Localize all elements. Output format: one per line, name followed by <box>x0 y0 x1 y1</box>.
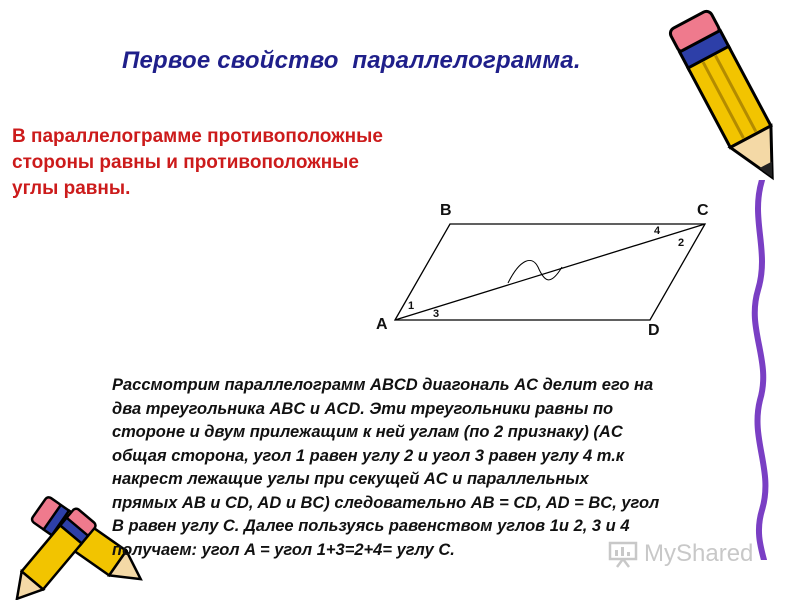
proof-line: прямых AB и CD, AD и BC) следовательно AB = CD, AD = BC, угол <box>112 493 660 512</box>
angle-label-3: 3 <box>433 308 440 320</box>
presentation-board-icon <box>608 540 638 568</box>
proof-line: стороне и двум прилежащим к ней углам (по 2 признаку) (AC <box>112 423 623 441</box>
angle-label-2: 2 <box>678 237 685 249</box>
parallelogram-diagram <box>360 195 730 345</box>
angle-label-1: 1 <box>408 300 415 312</box>
vertex-label-a: A <box>376 316 388 333</box>
vertex-label-c: C <box>697 202 709 219</box>
equal-triangles-mark <box>508 260 562 283</box>
pencil-icon <box>0 505 120 600</box>
vertex-label-d: D <box>648 322 660 339</box>
proof-line: два треугольника ABC и ACD. Эти треугольники равны по <box>112 399 614 418</box>
vertex-label-b: B <box>440 202 452 219</box>
proof-line: общая сторона, угол 1 равен углу 2 и угол 3 равен углу 4 т.к <box>112 446 625 465</box>
proof-line: получаем: угол A = угол 1+3=2+4= углу C. <box>112 540 455 559</box>
proof-line: накрест лежащие углы при секущей AC и параллельных <box>112 470 589 488</box>
proof-text <box>112 374 782 562</box>
statement-line: стороны равны и противоположные <box>12 152 359 173</box>
watermark <box>608 539 753 569</box>
statement-line: В параллелограмме противоположные <box>12 126 383 147</box>
slide-title: Первое свойство параллелограмма. <box>122 47 581 74</box>
watermark-text: MyShared <box>644 540 754 567</box>
statement-line: углы равны. <box>12 178 131 199</box>
proof-line: B равен углу C. Далее пользуясь равенством углов 1и 2, 3 и 4 <box>112 517 630 535</box>
angle-label-4: 4 <box>654 225 661 237</box>
proof-line: Рассмотрим параллелограмм ABCD диагональ AC делит его на <box>112 376 654 394</box>
pencil-icon <box>660 0 800 200</box>
theorem-statement <box>12 124 472 202</box>
